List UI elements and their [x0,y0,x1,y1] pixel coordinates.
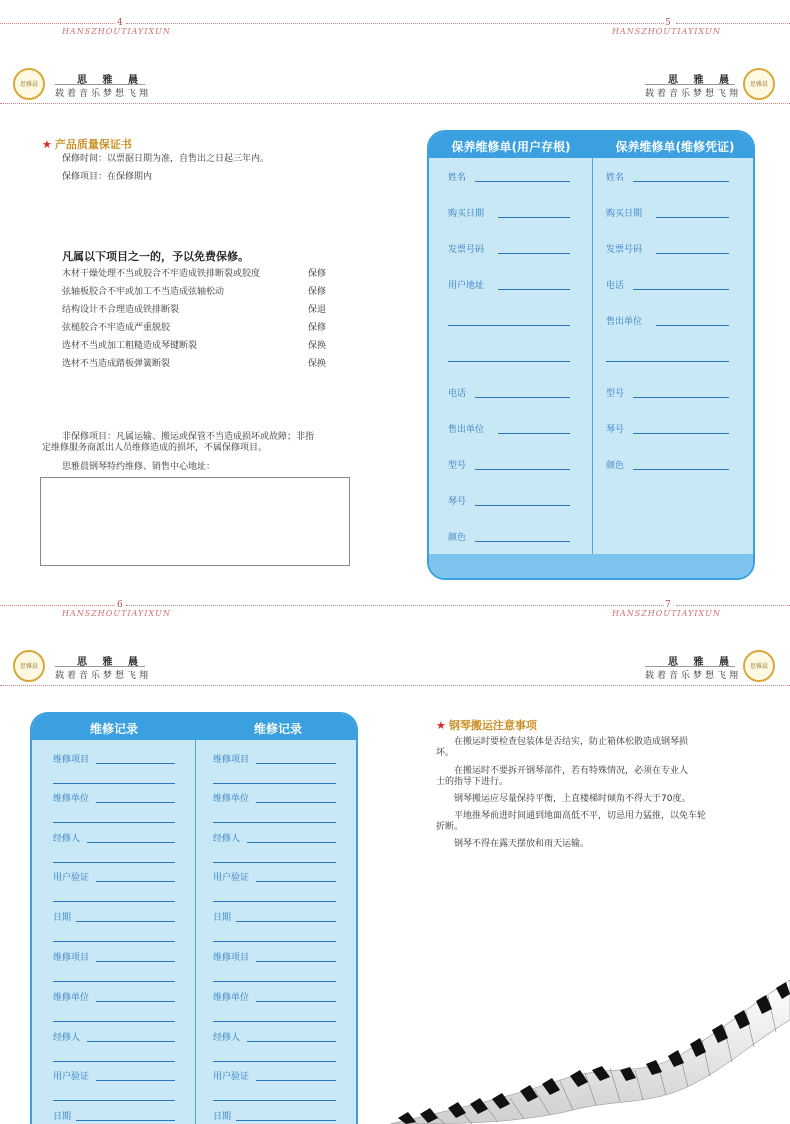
warranty-item-text: 选材不当或加工粗糙造成琴键断裂 [62,341,198,351]
field-address-line[interactable] [448,325,570,326]
field-label: 售出单位 [448,425,485,435]
moving-para-4b: 折断。 [436,822,464,832]
non-warranty-line-2: 定维修服务商派出人员维修造成的损坏，不属保修项目。 [42,443,268,453]
field-label: 电话 [606,281,625,291]
brand-name: 思 雅 晨 [77,75,144,86]
logo-right-top: 思雅晨 [743,68,775,100]
field-label: 购买日期 [448,209,485,219]
repair-unit-line[interactable] [53,1021,175,1022]
repairer-input[interactable] [87,842,175,843]
user-verify-input[interactable] [96,881,175,882]
page-number-7: 7 [665,600,671,610]
field-label: 经修人 [213,834,241,844]
page-script-6: HANSZHOUTIAYIXUN [62,609,171,618]
repair-record-card [30,712,358,1124]
form-title-user: 保养维修单(用户存根) [451,140,571,154]
brand-underline [645,666,735,667]
field-label: 经修人 [53,1033,81,1043]
user-verify-line[interactable] [213,1100,336,1101]
moving-title: ★ 钢琴搬运注意事项 [436,719,537,732]
field-label: 日期 [53,1112,72,1122]
dotted-rule [676,23,790,24]
field-label: 维修单位 [53,794,90,804]
field-label: 售出单位 [606,317,643,327]
field-address-input[interactable] [498,289,570,290]
field-label: 姓名 [448,173,467,183]
repairer-line[interactable] [213,862,336,863]
dotted-rule [0,23,115,24]
logo-left-mid: 思雅晨 [13,650,45,682]
repair-unit-line[interactable] [213,822,336,823]
field-label: 用户验证 [213,873,250,883]
field-seller-input[interactable] [498,433,570,434]
dotted-rule [0,103,790,104]
maintenance-form-card [427,130,755,580]
field-label: 发票号码 [606,245,643,255]
date-input[interactable] [76,1120,175,1121]
field-label: 维修项目 [213,755,250,765]
repairer-line[interactable] [53,862,175,863]
form-title-voucher: 保养维修单(维修凭证) [615,140,735,154]
service-center-label: 思雅晨钢琴特约维修、销售中心地址： [62,462,216,472]
field-label: 日期 [53,913,72,923]
repair-item-line[interactable] [213,783,336,784]
brand-underline [55,666,145,667]
field-purchase-date-input[interactable] [656,217,729,218]
user-verify-input[interactable] [256,881,336,882]
logo-left-top: 思雅晨 [13,68,45,100]
piano-keyboard-svg [390,960,790,1124]
repairer-input[interactable] [247,1041,336,1042]
brand-name: 思 雅 晨 [668,75,735,86]
address-box[interactable] [40,477,350,566]
star-icon: ★ [436,719,446,732]
field-purchase-date-input[interactable] [498,217,570,218]
record-title-right: 维修记录 [253,722,302,736]
warranty-item-action: 保换 [308,359,327,369]
user-verify-line[interactable] [213,901,336,902]
field-model-input[interactable] [633,397,729,398]
moving-para-2b: 士的指导下进行。 [436,777,509,787]
repairer-input[interactable] [247,842,336,843]
free-repair-heading: 凡属以下项目之一的，予以免费保修。 [62,250,249,263]
page-number-6: 6 [117,600,123,610]
repair-item-input[interactable] [96,961,175,962]
brand-name: 思 雅 晨 [77,657,144,668]
star-icon: ★ [42,138,52,151]
repair-item-input[interactable] [256,763,336,764]
repair-item-input[interactable] [256,961,336,962]
dotted-rule [0,685,790,686]
page-number-4: 4 [117,18,123,28]
brand-underline [55,84,145,85]
repair-unit-line[interactable] [53,822,175,823]
field-label: 琴号 [606,425,625,435]
brand-slogan: 载着音乐梦想飞翔 [55,89,152,99]
warranty-item-action: 保修 [308,287,327,297]
repair-item-line[interactable] [53,783,175,784]
repair-unit-input[interactable] [256,802,336,803]
field-label: 购买日期 [606,209,643,219]
field-label: 型号 [606,389,625,399]
field-label: 颜色 [606,461,625,471]
field-label: 经修人 [213,1033,241,1043]
repair-item-input[interactable] [96,763,175,764]
page-script-7: HANSZHOUTIAYIXUN [612,609,721,618]
moving-para-1b: 坏。 [436,748,455,758]
field-name-input[interactable] [475,181,570,182]
warranty-item-action: 保修 [308,323,327,333]
field-invoice-input[interactable] [498,253,570,254]
field-serial-input[interactable] [475,505,570,506]
field-label: 用户地址 [448,281,485,291]
brand-name: 思 雅 晨 [668,657,735,668]
warranty-item-text: 弦轴板胶合不牢或加工不当造成弦轴松动 [62,287,225,297]
user-verify-line[interactable] [53,1100,175,1101]
form-footer [429,554,753,578]
date-line[interactable] [53,941,175,942]
field-label: 电话 [448,389,467,399]
page-number-5: 5 [665,18,671,28]
field-label: 姓名 [606,173,625,183]
repairer-line[interactable] [53,1061,175,1062]
warranty-item-text: 弦槌胶合不牢造成严重脱胶 [62,323,171,333]
brand-slogan: 载着音乐梦想飞翔 [645,89,742,99]
field-label: 日期 [213,1112,232,1122]
warranty-item-action: 保换 [308,341,327,351]
field-label: 日期 [213,913,232,923]
field-phone-input[interactable] [475,397,570,398]
dotted-rule [126,605,664,606]
repair-unit-input[interactable] [96,802,175,803]
column-divider [195,740,196,1124]
repairer-input[interactable] [87,1041,175,1042]
field-label: 型号 [448,461,467,471]
user-verify-input[interactable] [256,1080,336,1081]
moving-para-5: 钢琴不得在露天摆放和雨天运输。 [454,839,590,849]
repair-unit-input[interactable] [96,1001,175,1002]
dotted-rule [0,605,115,606]
field-model-input[interactable] [475,469,570,470]
field-label: 维修单位 [53,993,90,1003]
record-title-left: 维修记录 [89,722,138,736]
brand-slogan: 载着音乐梦想飞翔 [55,671,152,681]
user-verify-line[interactable] [53,901,175,902]
piano-keyboard-illustration [390,960,790,1124]
logo-right-mid: 思雅晨 [743,650,775,682]
user-verify-input[interactable] [96,1080,175,1081]
warranty-item-action: 保退 [308,305,327,315]
non-warranty-line-1: 非保修项目：凡属运输、搬运或保管不当造成损坏或故障；非指 [62,432,315,442]
field-label: 用户验证 [213,1072,250,1082]
field-address-line[interactable] [448,361,570,362]
warranty-period: 保修时间：以票据日期为准，自售出之日起三年内。 [62,154,270,164]
warranty-item-text: 结构设计不合理造成铁排断裂 [62,305,180,315]
field-color-input[interactable] [633,469,729,470]
brand-underline [645,84,735,85]
field-label: 维修单位 [213,993,250,1003]
warranty-title: ★ 产品质量保证书 [42,138,132,151]
field-label: 琴号 [448,497,467,507]
moving-para-2a: 在搬运时不要拆开钢琴部件，若有特殊情况，必须在专业人 [454,766,689,776]
field-label: 维修单位 [213,794,250,804]
date-input[interactable] [76,921,175,922]
field-serial-input[interactable] [633,433,729,434]
field-label: 用户验证 [53,873,90,883]
repair-item-line[interactable] [213,981,336,982]
field-label: 用户验证 [53,1072,90,1082]
field-label: 维修项目 [53,953,90,963]
dotted-rule [676,605,790,606]
warranty-scope: 保修项目：在保修期内 [62,172,153,182]
field-name-input[interactable] [633,181,729,182]
field-color-input[interactable] [475,541,570,542]
dotted-rule [126,23,664,24]
column-divider [592,158,593,555]
page-script-4: HANSZHOUTIAYIXUN [62,27,171,36]
date-line[interactable] [213,941,336,942]
field-label: 维修项目 [213,953,250,963]
field-seller-input[interactable] [656,325,729,326]
date-input[interactable] [236,1120,336,1121]
warranty-item-action: 保修 [308,269,327,279]
warranty-item-text: 选材不当造成踏板弹簧断裂 [62,359,171,369]
field-label: 发票号码 [448,245,485,255]
repair-unit-line[interactable] [213,1021,336,1022]
brand-slogan: 载着音乐梦想飞翔 [645,671,742,681]
moving-para-4a: 平地推琴前进时间通到地面高低不平，切忌用力猛推，以免车轮 [454,811,707,821]
field-seller-line[interactable] [606,361,729,362]
field-label: 颜色 [448,533,467,543]
field-invoice-input[interactable] [656,253,729,254]
moving-para-1a: 在搬运时要检查包装体是否结实，防止箱体松散造成钢琴损 [454,737,689,747]
moving-para-3: 钢琴搬运应尽量保持平衡，上直楼梯时倾角不得大于70度。 [454,794,691,804]
repairer-line[interactable] [213,1061,336,1062]
repair-unit-input[interactable] [256,1001,336,1002]
field-label: 维修项目 [53,755,90,765]
repair-item-line[interactable] [53,981,175,982]
page-script-5: HANSZHOUTIAYIXUN [612,27,721,36]
field-phone-input[interactable] [633,289,729,290]
field-label: 经修人 [53,834,81,844]
warranty-item-text: 木材干燥处理不当或胶合不牢造成铁排断裂或胶度 [62,269,261,279]
date-input[interactable] [236,921,336,922]
